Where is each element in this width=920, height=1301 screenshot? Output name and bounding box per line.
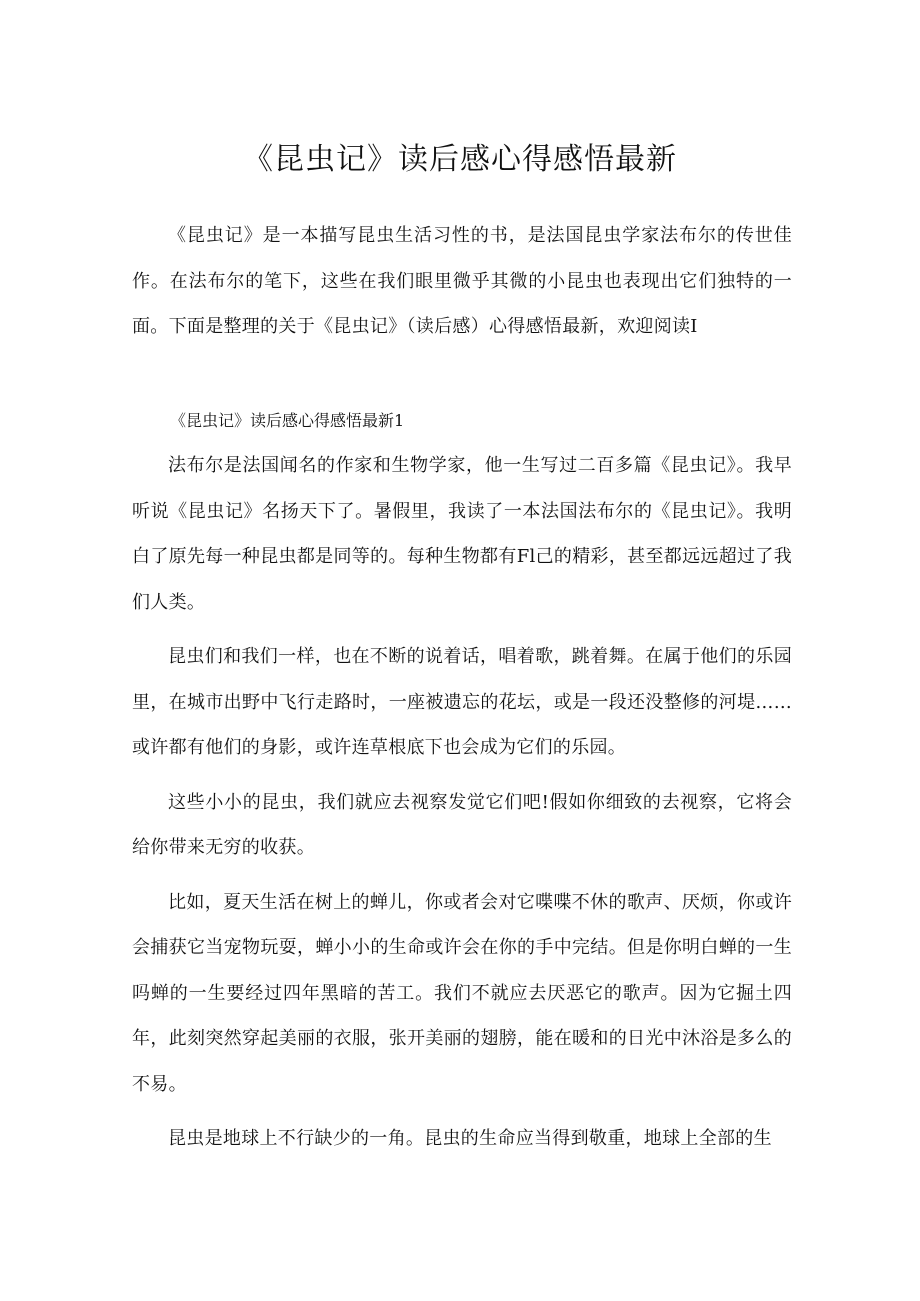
document-title: 《昆虫记》读后感心得感悟最新 (243, 142, 677, 177)
body-paragraph-3: 这些小小的昆虫，我们就应去视察发觉它们吧!假如你细致的去视察，它将会给你带来无穷的收获。 (132, 791, 792, 858)
document-body (132, 213, 792, 1171)
intro-paragraph: 《昆虫记》是一本描写昆虫生活习性的书，是法国昆虫学家法布尔的传世佳作。在法布尔的笔下，这些在我们眼里微乎其微的小昆虫也表现出它们独特的一面。下面是整理的关于《昆虫记》（读后感）心得感悟最新，欢迎阅读I (132, 225, 792, 337)
body-paragraph-2: 昆虫们和我们一样，也在不断的说着话，唱着歌，跳着舞。在属于他们的乐园里，在城市出野中飞行走路时，一座被遗忘的花坛，或是一段还没整修的河堤……或许都有他们的身影，或许连草根底下也会成为它们的乐园。 (132, 646, 792, 758)
body-paragraph-5: 昆虫是地球上不行缺少的一角。昆虫的生命应当得到敬重，地球上全部的生 (168, 1128, 772, 1149)
section-heading: 《昆虫记》读后感心得感悟最新1 (170, 410, 405, 430)
body-paragraph-1: 法布尔是法国闻名的作家和生物学家，他一生写过二百多篇《昆虫记》。我早听说《昆虫记》名扬天下了。暑假里，我读了一本法国法布尔的《昆虫记》。我明白了原先每一种昆虫都是同等的。每种生物都有Fl己的精彩，甚至都远远超过了我们人类。 (132, 455, 792, 613)
body-paragraph-4: 比如，夏天生活在树上的蝉儿，你或者会对它喋喋不休的歌声、厌烦，你或许会捕获它当宠物玩耍，蝉小小的生命或许会在你的手中完结。但是你明白蝉的一生吗蝉的一生要经过四年黑暗的苦工。我们不就应去厌恶它的歌声。因为它掘土四年，此刻突然穿起美丽的衣服，张开美丽的翅膀，能在暖和的日光中沐浴是多么的不易。 (132, 891, 792, 1095)
